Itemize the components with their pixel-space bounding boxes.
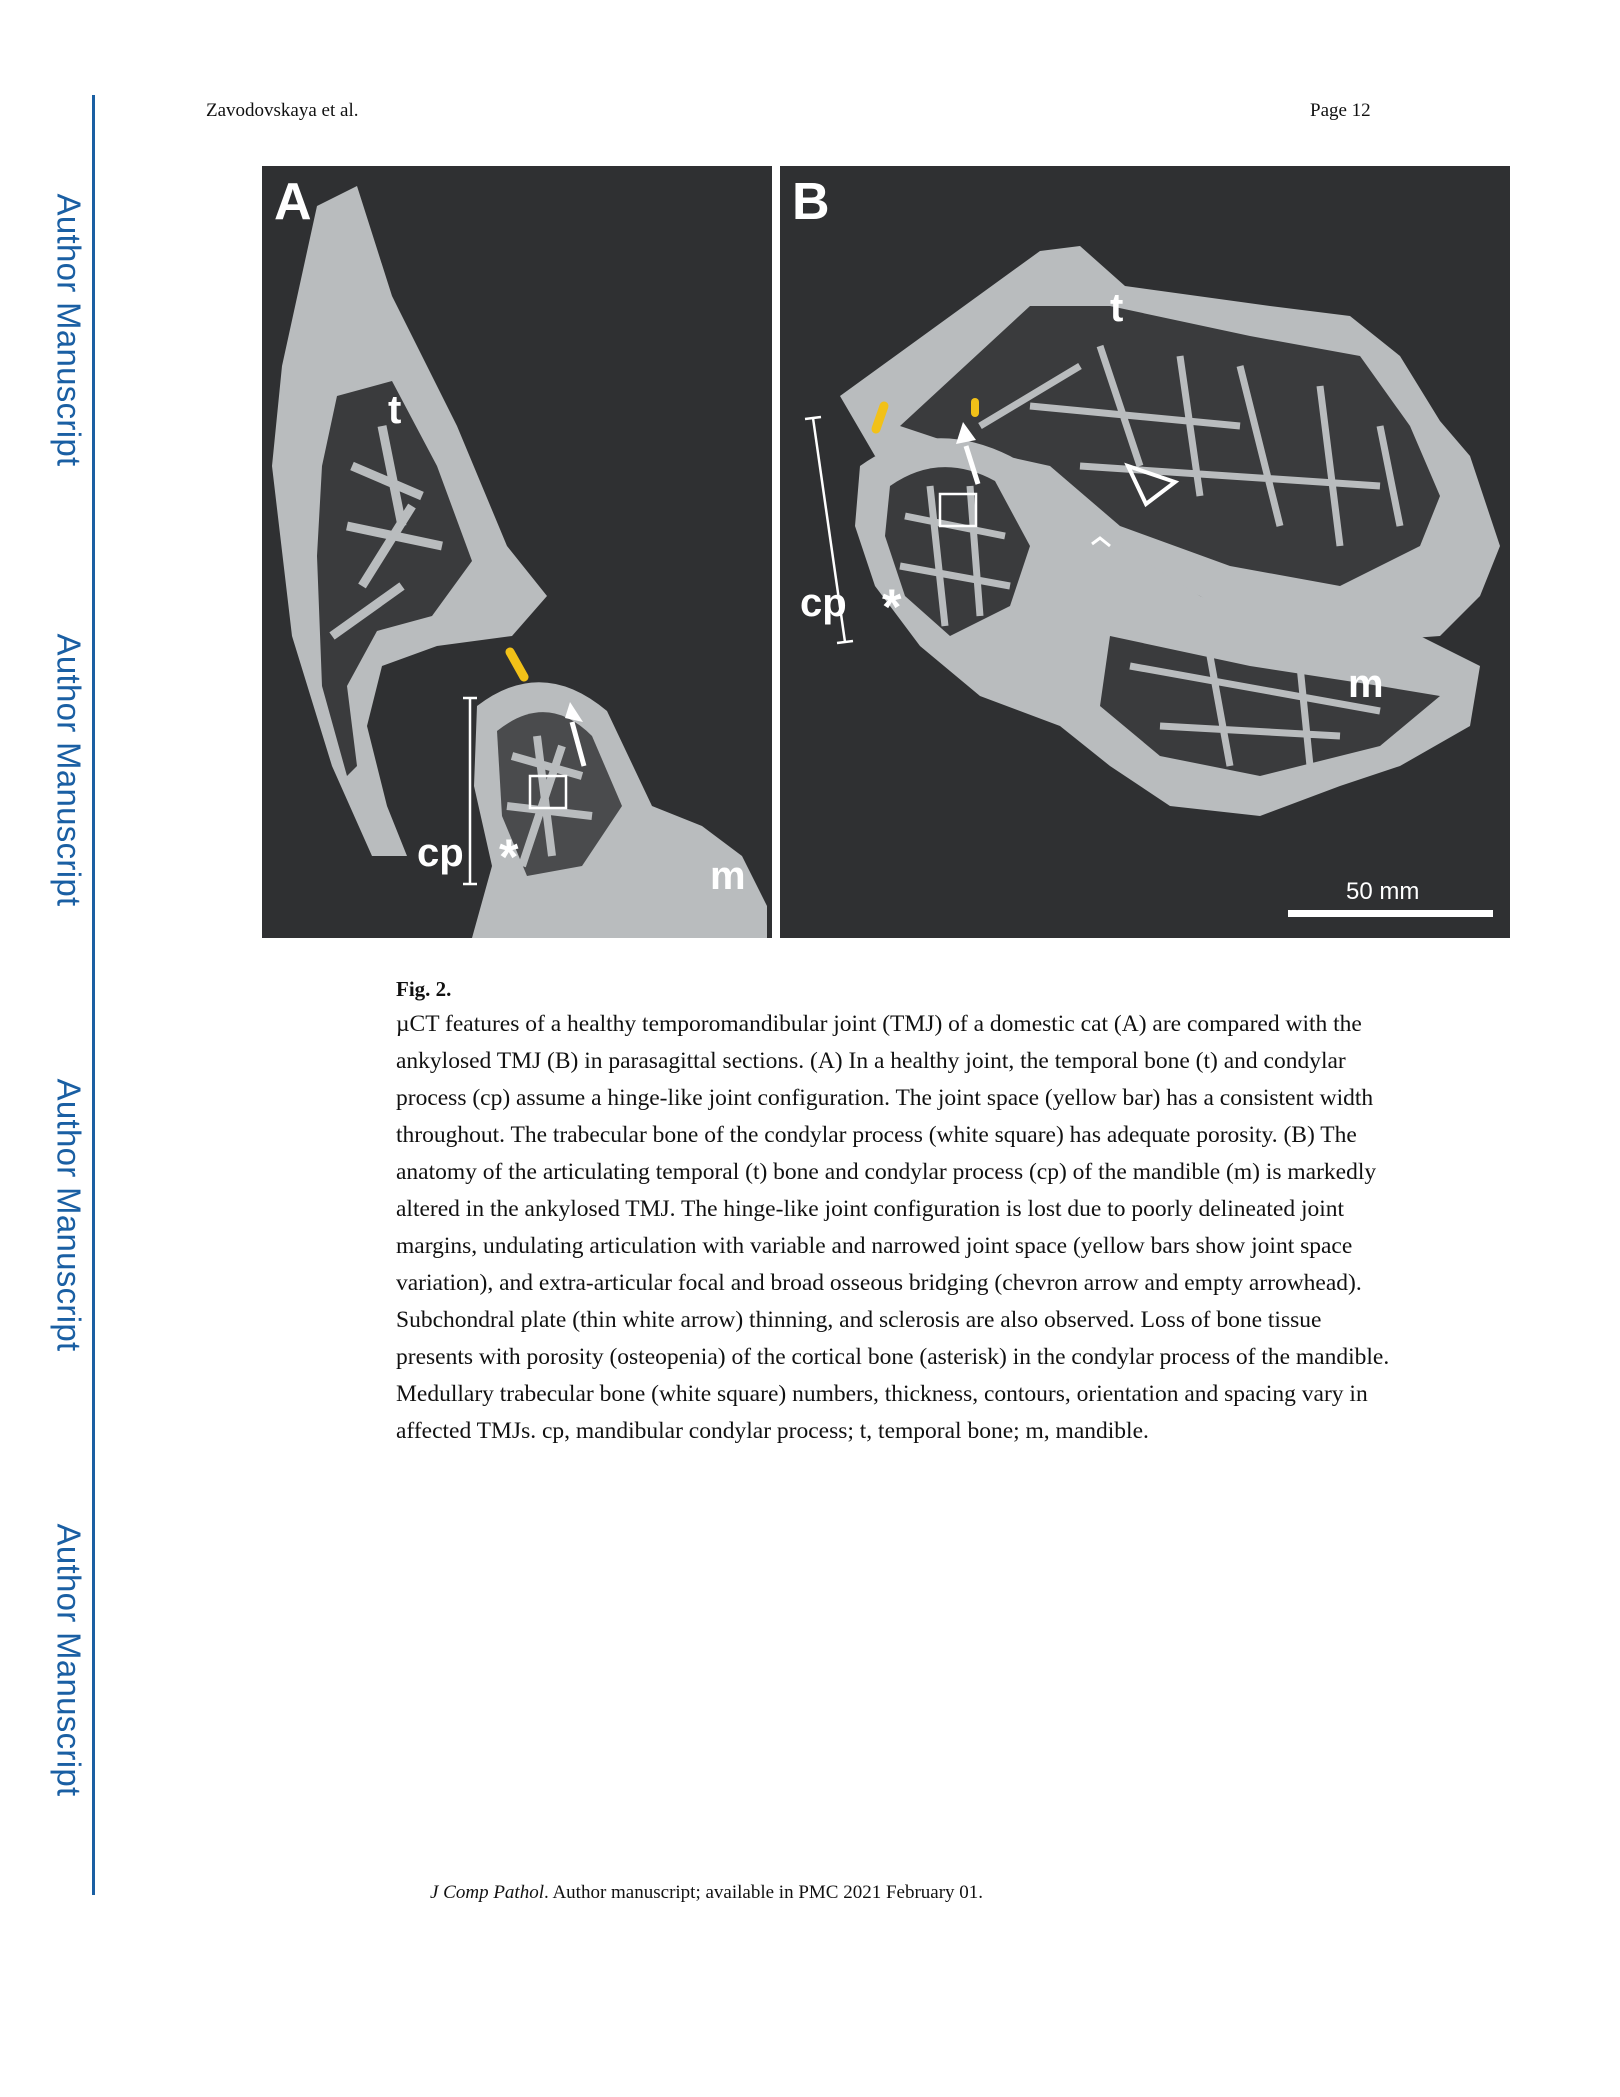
ct-scan-b-image <box>780 166 1510 938</box>
footer-text: . Author manuscript; available in PMC 2021 February 01. <box>544 1882 984 1903</box>
ct-scan-a-image <box>262 166 772 938</box>
label-temporal-b: t <box>1110 286 1124 330</box>
scale-bar-label: 50 mm <box>1346 878 1420 905</box>
figure <box>262 166 1510 938</box>
sidebar-label: Author Manuscript <box>50 1523 88 1797</box>
running-head: Zavodovskaya et al. <box>206 100 359 121</box>
footer <box>430 1882 983 1904</box>
panel-a-letter: A <box>274 173 312 231</box>
caption-text: µCT features of a healthy temporomandibular joint (TMJ) of a domestic cat (A) are compared with the ankylosed TMJ (B) in parasagittal sections. (A) In a healthy joint, the temporal bone (t) and condylar process (cp) assume a hinge-like joint configuration. The joint space (yellow bar) has a consistent width throughout. The trabecular bone of the condylar process (white square) has adequate porosity. (B) The anatomy of the articulating temporal (t) bone and condylar process (cp) of the mandible (m) is markedly altered in the ankylosed TMJ. The hinge-like joint configuration is lost due to poorly delineated joint margins, undulating articulation with variable and narrowed joint space (yellow bars show joint space variation), and extra-articular focal and broad osseous bridging (chevron arrow and empty arrowhead). Subchondral plate (thin white arrow) thinning, and sclerosis are also observed. Loss of bone tissue presents with porosity (osteopenia) of the cortical bone (asterisk) in the condylar process of the mandible. Medullary trabecular bone (white square) numbers, thickness, contours, orientation and spacing vary in affected TMJs. cp, mandibular condylar process; t, temporal bone; m, mandible. <box>396 1011 1390 1444</box>
label-condylar-a: cp <box>417 831 464 875</box>
figure-caption <box>396 974 1396 1450</box>
sidebar-label: Author Manuscript <box>50 193 88 467</box>
label-asterisk-b: * <box>882 579 902 635</box>
label-mandible-b: m <box>1348 662 1384 706</box>
page-number: Page 12 <box>1310 100 1371 121</box>
figure-panel-a <box>262 166 772 938</box>
label-asterisk-a: * <box>499 829 519 885</box>
label-temporal-a: t <box>388 388 402 432</box>
sidebar-label: Author Manuscript <box>50 633 88 907</box>
figure-label: Fig. 2. <box>396 977 452 1001</box>
sidebar-label: Author Manuscript <box>50 1078 88 1352</box>
journal-name: J Comp Pathol <box>430 1882 544 1903</box>
figure-panel-b <box>780 166 1510 938</box>
label-mandible-a: m <box>710 854 746 898</box>
label-condylar-b: cp <box>800 581 847 625</box>
panel-b-letter: B <box>792 173 830 231</box>
